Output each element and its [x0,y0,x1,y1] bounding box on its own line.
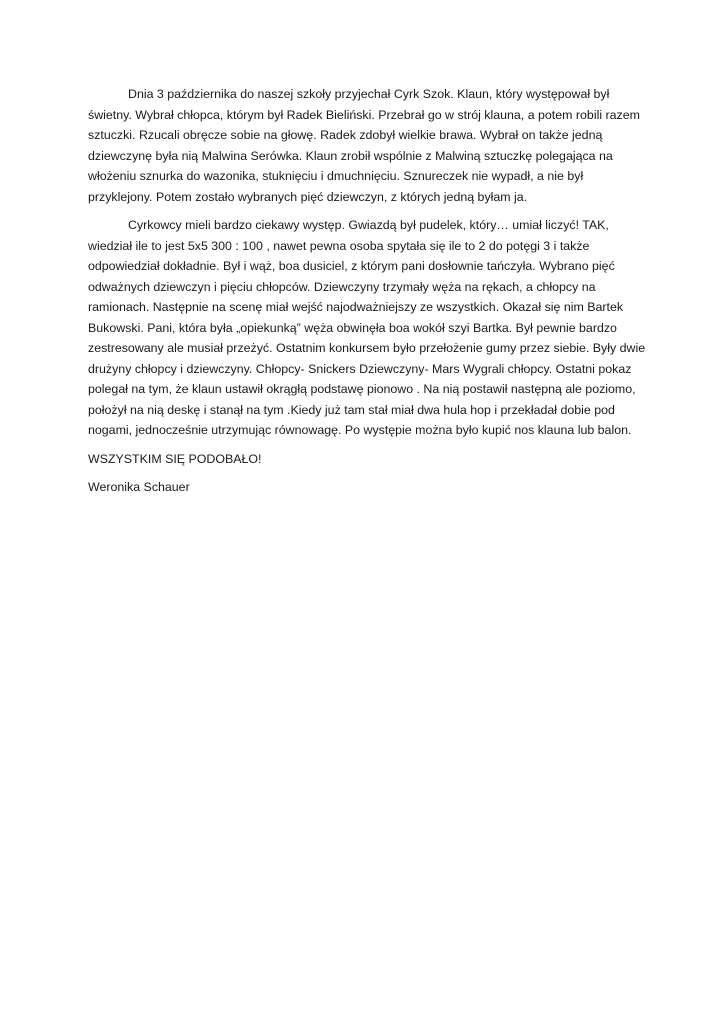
text-line: zestresowany ale musiał przeżyć. Ostatnim konkursem było przełożenie gumy przez siebie. Były dwie [88,341,646,355]
text-line: odważnych dziewczyn i pięciu chłopców. Dziewczyny trzymały węża na rękach, a chłopcy na [88,279,596,294]
text-line: Dnia 3 października do naszej szkoły przyjechał Cyrk Szok. Klaun, który występował był [128,87,610,101]
text-line: przyklejony. Potem zostało wybranych pięć dziewczyn, z których jedną byłam ja. [88,189,528,204]
text-line: drużyny chłopcy i dziewczyny. Chłopcy- Snickers Dziewczyny- Mars Wygrali chłopcy. Ostatni pokaz [88,361,632,376]
text-line: odpowiedział dokładnie. Był i wąż, boa dusiciel, z którym pani dosłownie tańczyła. Wybrano pięć [88,259,615,273]
document-body [88,84,644,506]
text-line: świetny. Wybrał chłopca, którym był Radek Bieliński. Przebrał go w strój klauna, a potem robili razem [88,107,640,122]
text-line: położył na nią deskę i stanął na tym .Kiedy już tam stał miał dwa hula hop i przekładał dobie pod [88,402,615,417]
text-line: Cyrkowcy mieli bardzo ciekawy występ. Gwiazdą był pudelek, który… umiał liczyć! TAK, [128,218,609,232]
text-line: ramionach. Następnie na scenę miał wejść najodważniejszy ze wszystkich. Okazał się nim Bartek [88,300,624,314]
closing-line: WSZYSTKIM SIĘ PODOBAŁO! [88,451,262,466]
text-line: dziewczynę była nią Malwina Serówka. Klaun zrobił wspólnie z Malwiną sztuczkę polegająca na [88,148,613,163]
text-line: sztuczki. Rzucali obręcze sobie na głowę. Radek zdobył wielkie brawa. Wybrał on także jedną [88,128,603,142]
text-line: wiedział ile to jest 5x5 300 : 100 , nawet pewna osoba spytała się ile to 2 do potęgi 3 i także [88,238,590,253]
signature: Weronika Schauer [88,480,190,494]
text-line: Bukowski. Pani, która była „opiekunką” węża obwinęła boa wokół szyi Bartka. Był pewnie bardzo [88,320,617,335]
paragraph-2 [88,215,644,441]
text-line: włożeniu sznurka do wazonika, stuknięciu i dmuchnięciu. Sznureczek nie wypadł, a nie był [88,169,584,183]
text-line: polegał na tym, że klaun ustawił okrągłą podstawę pionowo . Na nią postawił następną ale poziomo, [88,382,636,396]
text-line: nogami, jednocześnie utrzymując równowagę. Po występie można było kupić nos klauna lub balon. [88,423,632,437]
paragraph-1 [88,84,644,207]
